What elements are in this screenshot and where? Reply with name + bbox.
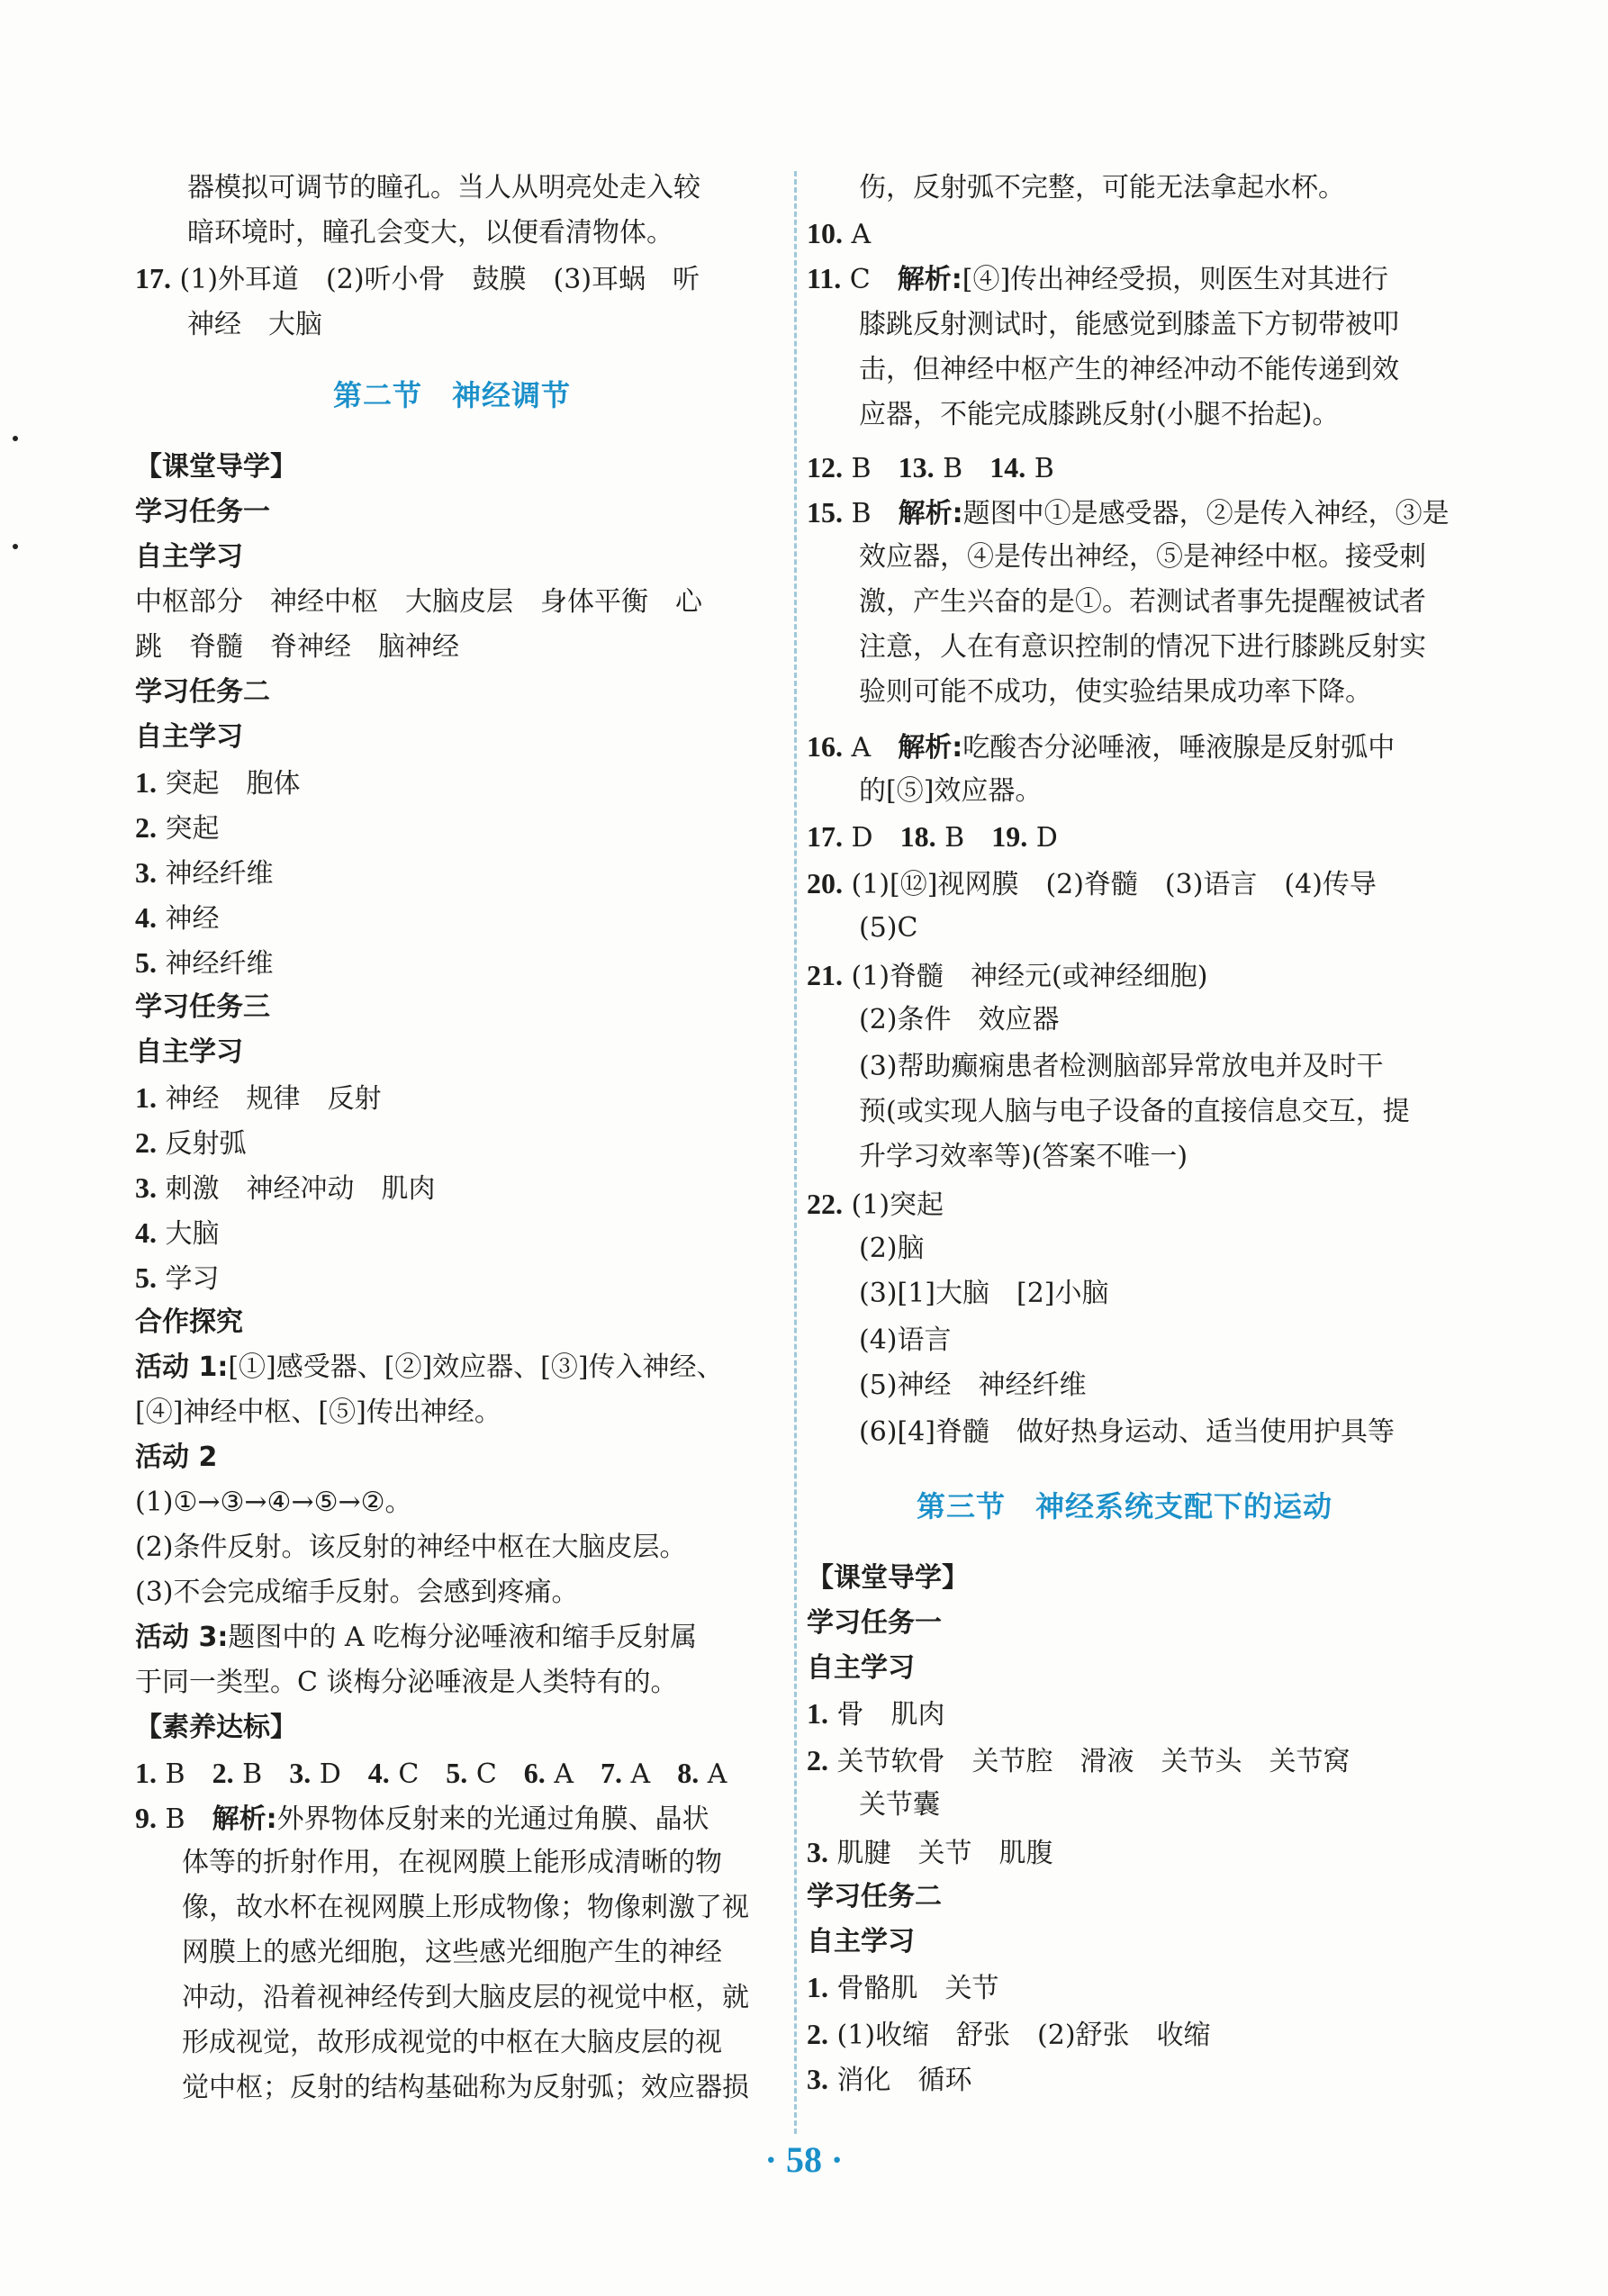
answer-text: 的[⑤]效应器。 [859, 775, 1043, 807]
heading-label: 活动 2 [135, 1442, 218, 1473]
text-line [807, 1230, 925, 1268]
answer-text: 大脑 [157, 1218, 220, 1250]
question-number: 1. [135, 1757, 157, 1789]
answer-text: (2)脑 [859, 1233, 925, 1264]
text-line [135, 1169, 436, 1208]
heading-label: 自主学习 [807, 1926, 915, 1957]
heading-label: 自主学习 [135, 541, 243, 573]
heading-label: 学习任务一 [807, 1607, 942, 1639]
answer-text: (1)突起 [843, 1189, 944, 1221]
text-line [807, 1650, 915, 1687]
answer-text: 骨骼肌 关节 [828, 1973, 999, 2004]
answer-text: 觉中枢；反射的结构基础称为反射弧；效应器损 [182, 2072, 749, 2103]
answer-text: 应器，不能完成膝跳反射(小腿不抬起)。 [859, 399, 1340, 430]
text-line [135, 764, 301, 803]
text-line [135, 944, 274, 983]
page-number: · 58 · [764, 2139, 844, 2180]
question-number: 17. [135, 262, 171, 294]
question-number: 1. [135, 766, 157, 799]
text-line [807, 1322, 952, 1360]
question-number: 18. [899, 820, 936, 853]
text-line [135, 169, 700, 207]
answer-text: (3)不会完成缩手反射。会感到疼痛。 [135, 1577, 579, 1608]
answer-text: 伤，反射弧不完整，可能无法拿起水杯。 [859, 172, 1345, 203]
answer-text: 突起 胞体 [157, 768, 301, 800]
question-number: 20. [807, 867, 843, 899]
answer-text: 神经纤维 [157, 858, 274, 890]
answer-text: C [467, 1758, 524, 1790]
answer-text: 神经 规律 反射 [157, 1083, 382, 1115]
answer-text: 跳 脊髓 脊神经 脑神经 [135, 631, 459, 663]
answer-text: (2)条件 效应器 [859, 1004, 1060, 1035]
answer-text: D [1027, 822, 1058, 854]
question-number: 4. [135, 1216, 157, 1249]
answer-text: 骨 肌肉 [828, 1699, 945, 1731]
column-divider [794, 171, 797, 2134]
text-line [807, 396, 1339, 434]
text-line [135, 1709, 297, 1747]
answer-text: 膝跳反射测试时，能感觉到膝盖下方韧带被叩 [859, 309, 1399, 340]
text-line [807, 1414, 1395, 1451]
heading-label: 自主学习 [135, 1036, 243, 1068]
text-line [807, 448, 1054, 488]
answer-text: (2)条件反射。该反射的神经中枢在大脑皮层。 [135, 1532, 687, 1563]
text-line [135, 214, 673, 252]
text-line [135, 493, 270, 531]
question-number: 3. [135, 856, 157, 889]
text-line [135, 719, 243, 756]
text-line [135, 1979, 749, 2017]
question-number: 3. [807, 1836, 828, 1868]
text-line [135, 2069, 749, 2107]
answer-text: 暗环境时，瞳孔会变大，以便看清物体。 [187, 217, 673, 249]
heading-label: 【课堂导学】 [807, 1562, 969, 1594]
answer-text: (1)①→③→④→⑤→②。 [135, 1487, 412, 1518]
answer-text: (1)[⑫]视网膜 (2)脊髓 (3)语言 (4)传导 [843, 869, 1377, 900]
text-line [807, 1367, 1087, 1405]
text-line [807, 1741, 1351, 1781]
text-line [807, 628, 1426, 666]
heading-label: 学习任务一 [135, 496, 270, 528]
text-line [135, 628, 459, 666]
answer-text: 学习 [157, 1263, 220, 1295]
answer-text: (1)脊髓 神经元(或神经细胞) [843, 961, 1208, 992]
heading-label: 自主学习 [807, 1652, 915, 1684]
question-number: 21. [807, 959, 843, 991]
answer-text: 冲动，沿着视神经传到大脑皮层的视觉中枢，就 [182, 1982, 749, 2013]
question-number: 2. [807, 1744, 828, 1776]
answer-text: 网膜上的感光细胞，这些感光细胞产生的神经 [182, 1937, 722, 1968]
question-number: 1. [807, 1971, 828, 2003]
text-line [807, 583, 1426, 621]
text-line [135, 1349, 724, 1387]
question-number: 1. [135, 1081, 157, 1114]
answer-text: 吃酸杏分泌唾液，唾液腺是反射弧中 [962, 732, 1396, 764]
text-line [807, 864, 1377, 904]
text-line [807, 2015, 1211, 2055]
text-line [807, 1786, 940, 1824]
text-line [135, 1529, 687, 1567]
text-line [807, 956, 1207, 996]
explanation-label: 解析: [212, 1803, 277, 1835]
heading-label: 学习任务二 [807, 1881, 942, 1912]
answer-text: A [843, 219, 872, 250]
text-line [807, 1923, 915, 1961]
text-line [135, 1124, 247, 1163]
answer-text: B [157, 1758, 212, 1790]
explanation-label: 解析: [898, 498, 963, 529]
question-number: 14. [989, 451, 1026, 484]
text-line [135, 1079, 382, 1118]
text-line [135, 583, 702, 621]
question-number: 2. [135, 1126, 157, 1159]
text-line [135, 989, 270, 1026]
heading-label: 活动 1: [135, 1351, 229, 1383]
text-line [135, 1484, 412, 1522]
answer-text: A [621, 1758, 678, 1790]
text-line [135, 538, 243, 576]
text-line [807, 1878, 942, 1916]
answer-text: 突起 [157, 813, 220, 845]
text-line [135, 1754, 727, 1794]
answer-text: A [699, 1758, 727, 1790]
text-line [807, 1093, 1410, 1131]
text-line [135, 1799, 709, 1839]
answer-text: 预(或实现人脑与电子设备的直接信息交互，提 [859, 1096, 1410, 1127]
question-number: 4. [367, 1757, 390, 1789]
text-line [807, 1604, 942, 1642]
question-number: 9. [135, 1802, 157, 1834]
question-number: 11. [807, 262, 842, 294]
answer-text: 神经 大脑 [187, 309, 322, 340]
text-line [807, 773, 1042, 810]
answer-text: 关节囊 [859, 1789, 940, 1821]
answer-text: B [843, 453, 899, 484]
answer-text: A [545, 1758, 601, 1790]
question-number: 15. [807, 496, 843, 529]
question-number: 5. [135, 1261, 157, 1294]
text-line [807, 493, 1450, 533]
answer-text: 题图中的 A 吃梅分泌唾液和缩手反射属 [228, 1622, 698, 1653]
heading-label: 自主学习 [135, 721, 243, 753]
answer-text: 于同一类型。C 谈梅分泌唾液是人类特有的。 [135, 1667, 678, 1698]
answer-text: (5)神经 神经纤维 [859, 1369, 1087, 1401]
question-number: 12. [807, 451, 843, 484]
text-line [807, 673, 1372, 711]
answer-text: 击，但神经中枢产生的神经冲动不能传递到效 [859, 354, 1399, 385]
text-line [135, 1664, 678, 1702]
text-line [807, 169, 1345, 207]
answer-text: B [233, 1758, 290, 1790]
text-line [135, 306, 322, 344]
answer-text: (6)[4]脊髓 做好热身运动、适当使用护具等 [859, 1416, 1395, 1448]
heading-label: 学习任务二 [135, 676, 270, 708]
margin-mark [13, 544, 18, 549]
text-line [135, 1844, 722, 1882]
answer-text: 神经 [157, 903, 220, 935]
answer-text: 体等的折射作用，在视网膜上能形成清晰的物 [182, 1847, 722, 1878]
explanation-label: 解析: [898, 732, 963, 764]
answer-text: B [843, 498, 899, 529]
answer-text: 中枢部分 神经中枢 大脑皮层 身体平衡 心 [135, 586, 702, 618]
text-line [135, 1889, 749, 1927]
section-title-3: 第三节 神经系统支配下的运动 [917, 1489, 1333, 1523]
question-number: 3. [807, 2063, 828, 2095]
answer-text: 器模拟可调节的瞳孔。当人从明亮处走入较 [187, 172, 700, 203]
question-number: 3. [289, 1757, 312, 1789]
text-line [135, 1574, 579, 1612]
text-line [807, 1185, 944, 1225]
answer-text: [④]神经中枢、[⑤]传出神经。 [135, 1397, 501, 1428]
answer-text: B [1025, 453, 1054, 484]
heading-label: 【课堂导学】 [135, 451, 297, 483]
section-title-2: 第二节 神经调节 [333, 378, 572, 412]
explanation-label: 解析: [897, 264, 962, 295]
answer-text: 像，故水杯在视网膜上形成物像；物像刺激了视 [182, 1892, 749, 1923]
question-number: 17. [807, 820, 843, 853]
heading-label: 活动 3: [135, 1622, 229, 1653]
answer-text: B [934, 453, 990, 484]
answer-text: 形成视觉，故形成视觉的中枢在大脑皮层的视 [182, 2027, 722, 2058]
text-line [135, 259, 700, 299]
question-number: 2. [135, 811, 157, 844]
answer-text: [④]传出神经受损，则医生对其进行 [962, 264, 1389, 295]
answer-text: 激，产生兴奋的是①。若测试者事先提醒被试者 [859, 586, 1426, 618]
text-line [807, 259, 1388, 299]
text-line [135, 2024, 722, 2062]
text-line [807, 1833, 1053, 1873]
question-number: 16. [807, 730, 843, 763]
text-line [807, 728, 1395, 767]
question-number: 7. [600, 1757, 622, 1789]
text-line [807, 1001, 1060, 1039]
text-line [135, 1934, 722, 1972]
answer-text: A [843, 732, 899, 764]
text-line [807, 351, 1399, 389]
answer-text: 效应器，④是传出神经，⑤是神经中枢。接受刺 [859, 541, 1426, 573]
answer-text: 外界物体反射来的光通过角膜、晶状 [276, 1803, 709, 1835]
heading-label: 学习任务三 [135, 991, 270, 1023]
text-line [135, 1619, 697, 1657]
text-line [135, 1214, 220, 1253]
answer-text: B [935, 822, 992, 854]
text-line [135, 1394, 501, 1432]
answer-text: (3)[1]大脑 [2]小脑 [859, 1278, 1109, 1309]
text-line [135, 1034, 243, 1071]
text-line [807, 538, 1426, 576]
text-line [807, 214, 871, 254]
text-line [807, 1138, 1188, 1176]
text-line [807, 306, 1399, 344]
answer-text: D [843, 822, 900, 854]
answer-text: 关节软骨 关节腔 滑液 关节头 关节窝 [828, 1746, 1351, 1777]
text-line [807, 2060, 972, 2100]
answer-text: 消化 循环 [828, 2065, 972, 2096]
text-line [135, 673, 270, 711]
answer-text: (1)收缩 舒张 (2)舒张 收缩 [828, 2020, 1211, 2051]
text-line [135, 1304, 243, 1342]
answer-text: 肌腱 关节 肌腹 [828, 1838, 1053, 1869]
answer-text: 题图中①是感受器，②是传入神经，③是 [962, 498, 1450, 529]
question-number: 8. [677, 1757, 700, 1789]
question-number: 5. [446, 1757, 468, 1789]
question-number: 2. [212, 1757, 234, 1789]
question-number: 13. [898, 451, 935, 484]
answer-text: 神经纤维 [157, 948, 274, 980]
answer-text: (5)C [859, 912, 918, 944]
heading-label: 【素养达标】 [135, 1712, 297, 1743]
answer-text: (1)外耳道 (2)听小骨 鼓膜 (3)耳蜗 听 [171, 264, 700, 295]
answer-text: 刺激 神经冲动 肌肉 [157, 1173, 436, 1205]
answer-text: 验则可能不成功，使实验结果成功率下降。 [859, 676, 1372, 708]
answer-text: 注意，人在有意识控制的情况下进行膝跳反射实 [859, 631, 1426, 663]
answer-text: C [389, 1758, 447, 1790]
question-number: 1. [807, 1697, 828, 1730]
text-line [807, 1968, 999, 2008]
text-line [135, 899, 220, 938]
question-number: 6. [523, 1757, 546, 1789]
answer-text: D [311, 1758, 368, 1790]
answer-text: 升学习效率等)(答案不唯一) [859, 1141, 1188, 1172]
answer-text: (3)帮助癫痫患者检测脑部异常放电并及时干 [859, 1051, 1384, 1082]
question-number: 3. [135, 1171, 157, 1204]
question-number: 5. [135, 946, 157, 979]
text-line [135, 1259, 220, 1298]
text-line [135, 854, 274, 893]
text-line [807, 909, 917, 947]
answer-text: C [841, 264, 898, 295]
heading-label: 合作探究 [135, 1306, 243, 1338]
answer-text: B [157, 1803, 212, 1835]
text-line [807, 1559, 969, 1597]
text-line [135, 809, 220, 848]
question-number: 22. [807, 1188, 843, 1220]
text-line [135, 1439, 217, 1477]
text-line [807, 1275, 1109, 1313]
text-line [807, 1695, 945, 1734]
text-line [807, 1048, 1384, 1086]
text-line [807, 818, 1058, 857]
question-number: 19. [991, 820, 1028, 853]
question-number: 4. [135, 901, 157, 934]
text-line [135, 448, 297, 486]
answer-text: [①]感受器、[②]效应器、[③]传入神经、 [228, 1351, 724, 1383]
answer-text: (4)语言 [859, 1324, 952, 1356]
answer-text: 反射弧 [157, 1128, 247, 1160]
question-number: 10. [807, 217, 843, 249]
question-number: 2. [807, 2018, 828, 2050]
margin-mark [13, 436, 18, 441]
